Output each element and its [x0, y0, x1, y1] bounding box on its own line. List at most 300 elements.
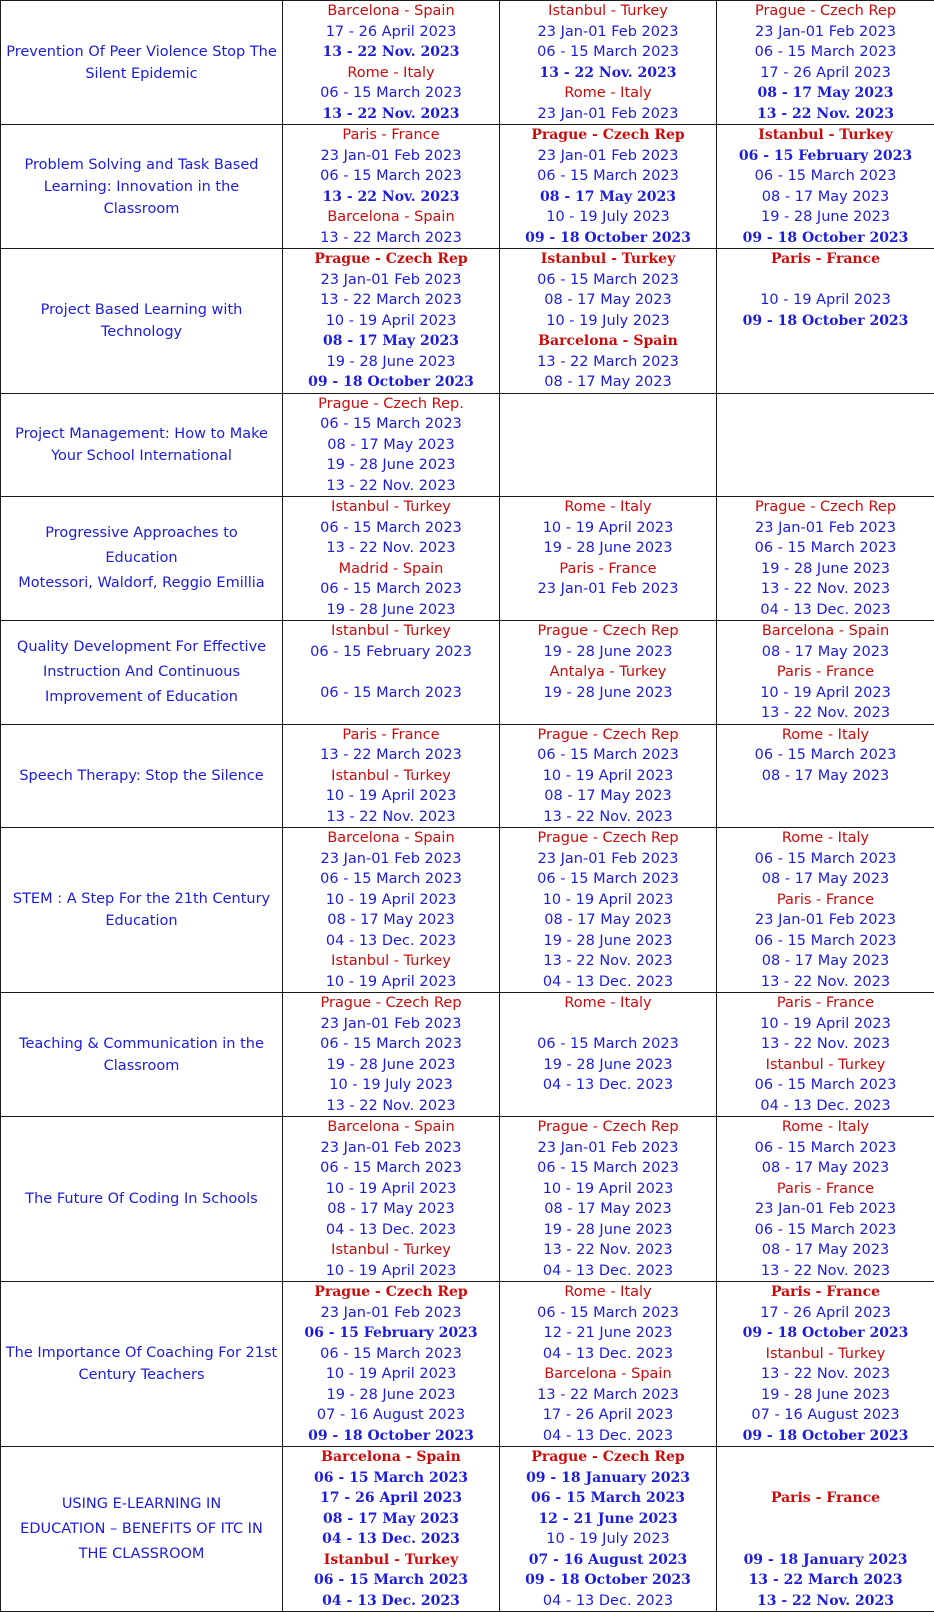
session-dates: 10 - 19 April 2023: [283, 311, 499, 332]
empty-line: [500, 1014, 716, 1035]
venue-city: Prague - Czech Rep: [500, 725, 716, 746]
venue-cell: [500, 828, 717, 993]
venue-city: Rome - Italy: [500, 993, 716, 1014]
venue-city: Rome - Italy: [500, 497, 716, 518]
venue-city: Paris - France: [717, 993, 934, 1014]
venue-cell: [717, 993, 934, 1117]
session-dates: 13 - 22 March 2023: [717, 1570, 934, 1591]
course-title-cell: [1, 497, 283, 621]
venue-city: Prague - Czech Rep: [717, 497, 934, 518]
session-dates: 06 - 15 February 2023: [283, 1323, 499, 1344]
session-dates: 08 - 17 May 2023: [717, 1240, 934, 1261]
venue-city: Paris - France: [717, 1488, 934, 1509]
venue-city: Prague - Czech Rep: [500, 621, 716, 642]
venue-city: Paris - France: [717, 1179, 934, 1200]
course-row: [1, 621, 934, 725]
session-dates: 13 - 22 Nov. 2023: [717, 1261, 934, 1282]
venue-city: Barcelona - Spain: [283, 1117, 499, 1138]
session-dates: 13 - 22 Nov. 2023: [283, 104, 499, 125]
session-dates: 08 - 17 May 2023: [283, 1509, 499, 1530]
venue-city: Istanbul - Turkey: [717, 125, 934, 146]
session-dates: 13 - 22 March 2023: [283, 290, 499, 311]
session-dates: 06 - 15 March 2023: [717, 1075, 934, 1096]
venue-city: Paris - France: [717, 1282, 934, 1303]
session-dates: 12 - 21 June 2023: [500, 1509, 716, 1530]
session-dates: 23 Jan-01 Feb 2023: [717, 518, 934, 539]
session-dates: 06 - 15 March 2023: [500, 1034, 716, 1055]
session-dates: 09 - 18 October 2023: [500, 1570, 716, 1591]
session-dates: 10 - 19 April 2023: [717, 290, 934, 311]
session-dates: 10 - 19 July 2023: [283, 1075, 499, 1096]
venue-cell: [283, 393, 500, 497]
session-dates: 13 - 22 March 2023: [500, 352, 716, 373]
venue-cell: [717, 125, 934, 249]
venue-cell: [283, 621, 500, 725]
empty-line: [717, 394, 934, 415]
session-dates: 19 - 28 June 2023: [283, 600, 499, 621]
session-dates: 10 - 19 April 2023: [717, 683, 934, 704]
course-row: [1, 393, 934, 497]
venue-city: Rome - Italy: [717, 828, 934, 849]
session-dates: 04 - 13 Dec. 2023: [500, 1075, 716, 1096]
session-dates: 10 - 19 April 2023: [500, 766, 716, 787]
session-dates: 13 - 22 March 2023: [500, 1385, 716, 1406]
session-dates: 04 - 13 Dec. 2023: [500, 972, 716, 993]
venue-cell: [500, 1447, 717, 1612]
venue-cell: [500, 621, 717, 725]
venue-cell: [717, 724, 934, 828]
session-dates: 06 - 15 March 2023: [717, 849, 934, 870]
venue-city: Istanbul - Turkey: [283, 621, 499, 642]
session-dates: 13 - 22 Nov. 2023: [283, 187, 499, 208]
empty-line: [500, 414, 716, 435]
venue-cell: [283, 497, 500, 621]
session-dates: 13 - 22 Nov. 2023: [283, 42, 499, 63]
venue-cell: [283, 1117, 500, 1282]
course-title-line: Motessori, Waldorf, Reggio Emillia: [5, 571, 278, 596]
empty-line: [283, 662, 499, 683]
course-row: [1, 1117, 934, 1282]
session-dates: 06 - 15 March 2023: [717, 1138, 934, 1159]
session-dates: 08 - 17 May 2023: [717, 187, 934, 208]
course-row: [1, 993, 934, 1117]
empty-line: [717, 807, 934, 828]
session-dates: 10 - 19 April 2023: [283, 890, 499, 911]
session-dates: 17 - 26 April 2023: [283, 1488, 499, 1509]
course-row: [1, 497, 934, 621]
empty-line: [717, 786, 934, 807]
session-dates: 17 - 26 April 2023: [500, 1405, 716, 1426]
course-title-line: Improvement of Education: [5, 685, 278, 710]
session-dates: 19 - 28 June 2023: [500, 931, 716, 952]
session-dates: 13 - 22 Nov. 2023: [283, 1096, 499, 1117]
venue-city: Barcelona - Spain: [500, 331, 716, 352]
session-dates: 06 - 15 March 2023: [500, 166, 716, 187]
course-title-cell: [1, 828, 283, 993]
session-dates: 23 Jan-01 Feb 2023: [500, 146, 716, 167]
venue-cell: [717, 1447, 934, 1612]
session-dates: 08 - 17 May 2023: [500, 786, 716, 807]
session-dates: 17 - 26 April 2023: [717, 1303, 934, 1324]
session-dates: 10 - 19 April 2023: [283, 786, 499, 807]
session-dates: 09 - 18 October 2023: [500, 228, 716, 249]
session-dates: 08 - 17 May 2023: [717, 869, 934, 890]
empty-line: [717, 352, 934, 373]
session-dates: 06 - 15 March 2023: [283, 579, 499, 600]
venue-city: Barcelona - Spain: [283, 1447, 499, 1468]
venue-cell: [283, 1282, 500, 1447]
session-dates: 19 - 28 June 2023: [283, 1055, 499, 1076]
session-dates: 06 - 15 March 2023: [283, 1158, 499, 1179]
venue-city: Rome - Italy: [717, 725, 934, 746]
empty-line: [500, 455, 716, 476]
venue-city: Istanbul - Turkey: [500, 1, 716, 22]
venue-city: Istanbul - Turkey: [500, 249, 716, 270]
venue-cell: [283, 993, 500, 1117]
session-dates: 19 - 28 June 2023: [500, 683, 716, 704]
session-dates: 23 Jan-01 Feb 2023: [500, 849, 716, 870]
session-dates: 23 Jan-01 Feb 2023: [500, 104, 716, 125]
course-title-line: Education: [5, 546, 278, 571]
session-dates: 13 - 22 Nov. 2023: [500, 807, 716, 828]
session-dates: 10 - 19 July 2023: [500, 1529, 716, 1550]
session-dates: 13 - 22 Nov. 2023: [717, 1034, 934, 1055]
session-dates: 10 - 19 July 2023: [500, 311, 716, 332]
course-title-cell: [1, 993, 283, 1117]
venue-city: Istanbul - Turkey: [283, 497, 499, 518]
venue-cell: [717, 828, 934, 993]
session-dates: 10 - 19 April 2023: [717, 1014, 934, 1035]
course-title-cell: [1, 724, 283, 828]
session-dates: 19 - 28 June 2023: [500, 538, 716, 559]
course-title-line: USING E-LEARNING IN: [5, 1492, 278, 1517]
session-dates: 19 - 28 June 2023: [500, 642, 716, 663]
session-dates: 23 Jan-01 Feb 2023: [283, 1303, 499, 1324]
venue-city: Rome - Italy: [283, 63, 499, 84]
venue-city: Prague - Czech Rep: [283, 249, 499, 270]
session-dates: 23 Jan-01 Feb 2023: [500, 22, 716, 43]
session-dates: 12 - 21 June 2023: [500, 1323, 716, 1344]
course-title-cell: [1, 125, 283, 249]
empty-line: [717, 1509, 934, 1530]
venue-cell: [717, 249, 934, 394]
session-dates: 23 Jan-01 Feb 2023: [283, 270, 499, 291]
session-dates: 19 - 28 June 2023: [283, 352, 499, 373]
session-dates: 23 Jan-01 Feb 2023: [717, 22, 934, 43]
session-dates: 23 Jan-01 Feb 2023: [500, 579, 716, 600]
venue-cell: [717, 1117, 934, 1282]
venue-cell: [283, 1447, 500, 1612]
session-dates: 04 - 13 Dec. 2023: [717, 1096, 934, 1117]
session-dates: 17 - 26 April 2023: [283, 22, 499, 43]
session-dates: 23 Jan-01 Feb 2023: [283, 146, 499, 167]
session-dates: 06 - 15 March 2023: [717, 931, 934, 952]
empty-line: [717, 476, 934, 497]
session-dates: 13 - 22 Nov. 2023: [717, 1591, 934, 1612]
session-dates: 04 - 13 Dec. 2023: [500, 1426, 716, 1447]
session-dates: 10 - 19 July 2023: [500, 207, 716, 228]
session-dates: 06 - 15 March 2023: [500, 869, 716, 890]
course-title: Speech Therapy: Stop the Silence: [5, 765, 278, 787]
venue-cell: [500, 1, 717, 125]
session-dates: 08 - 17 May 2023: [283, 331, 499, 352]
venue-cell: [717, 393, 934, 497]
session-dates: 19 - 28 June 2023: [283, 455, 499, 476]
venue-cell: [283, 828, 500, 993]
venue-city: Rome - Italy: [500, 83, 716, 104]
course-title-line: Progressive Approaches to: [5, 521, 278, 546]
course-title-cell: [1, 393, 283, 497]
course-title: The Future Of Coding In Schools: [5, 1188, 278, 1210]
session-dates: 04 - 13 Dec. 2023: [500, 1344, 716, 1365]
session-dates: 06 - 15 March 2023: [283, 1468, 499, 1489]
session-dates: 04 - 13 Dec. 2023: [717, 600, 934, 621]
venue-cell: [500, 993, 717, 1117]
empty-line: [717, 1468, 934, 1489]
venue-cell: [717, 621, 934, 725]
course-row: [1, 724, 934, 828]
session-dates: 09 - 18 October 2023: [717, 311, 934, 332]
course-title: Teaching & Communication in the Classroom: [5, 1033, 278, 1077]
empty-line: [283, 703, 499, 724]
course-title-cell: [1, 1447, 283, 1612]
session-dates: 06 - 15 March 2023: [500, 1303, 716, 1324]
session-dates: 19 - 28 June 2023: [500, 1055, 716, 1076]
session-dates: 09 - 18 October 2023: [717, 1323, 934, 1344]
course-row: [1, 1, 934, 125]
venue-city: Paris - France: [717, 662, 934, 683]
venue-city: Istanbul - Turkey: [717, 1344, 934, 1365]
session-dates: 04 - 13 Dec. 2023: [500, 1261, 716, 1282]
session-dates: 13 - 22 Nov. 2023: [717, 1364, 934, 1385]
session-dates: 06 - 15 March 2023: [500, 42, 716, 63]
session-dates: 13 - 22 Nov. 2023: [500, 1240, 716, 1261]
session-dates: 06 - 15 March 2023: [283, 414, 499, 435]
session-dates: 04 - 13 Dec. 2023: [283, 1591, 499, 1612]
session-dates: 13 - 22 Nov. 2023: [283, 538, 499, 559]
course-title-cell: [1, 621, 283, 725]
empty-line: [717, 372, 934, 393]
session-dates: 06 - 15 March 2023: [717, 745, 934, 766]
course-title: Project Based Learning with Technology: [5, 299, 278, 343]
session-dates: 10 - 19 April 2023: [500, 518, 716, 539]
empty-line: [717, 1529, 934, 1550]
session-dates: 06 - 15 March 2023: [500, 1158, 716, 1179]
session-dates: 10 - 19 April 2023: [283, 1364, 499, 1385]
session-dates: 04 - 13 Dec. 2023: [500, 1591, 716, 1612]
session-dates: 06 - 15 March 2023: [283, 1570, 499, 1591]
session-dates: 06 - 15 March 2023: [283, 683, 499, 704]
session-dates: 06 - 15 March 2023: [717, 1220, 934, 1241]
session-dates: 08 - 17 May 2023: [500, 1199, 716, 1220]
session-dates: 09 - 18 October 2023: [717, 228, 934, 249]
venue-city: Antalya - Turkey: [500, 662, 716, 683]
session-dates: 23 Jan-01 Feb 2023: [283, 849, 499, 870]
course-row: [1, 249, 934, 394]
course-title-cell: [1, 249, 283, 394]
session-dates: 13 - 22 March 2023: [283, 745, 499, 766]
venue-city: Prague - Czech Rep: [500, 1447, 716, 1468]
schedule-body: [1, 1, 934, 1612]
session-dates: 10 - 19 April 2023: [500, 1179, 716, 1200]
venue-city: Paris - France: [500, 559, 716, 580]
course-title: Project Management: How to Make Your School International: [5, 423, 278, 467]
venue-city: Barcelona - Spain: [500, 1364, 716, 1385]
session-dates: 19 - 28 June 2023: [500, 1220, 716, 1241]
venue-city: Prague - Czech Rep: [500, 125, 716, 146]
session-dates: 19 - 28 June 2023: [283, 1385, 499, 1406]
session-dates: 06 - 15 March 2023: [283, 869, 499, 890]
venue-city: Prague - Czech Rep: [283, 993, 499, 1014]
empty-line: [717, 1447, 934, 1468]
venue-cell: [500, 393, 717, 497]
session-dates: 10 - 19 April 2023: [283, 972, 499, 993]
venue-cell: [500, 1117, 717, 1282]
venue-city: Istanbul - Turkey: [283, 1550, 499, 1571]
session-dates: 19 - 28 June 2023: [717, 207, 934, 228]
session-dates: 23 Jan-01 Feb 2023: [283, 1138, 499, 1159]
course-title-line: Quality Development For Effective: [5, 635, 278, 660]
session-dates: 10 - 19 April 2023: [283, 1261, 499, 1282]
session-dates: 06 - 15 March 2023: [500, 745, 716, 766]
empty-line: [717, 435, 934, 456]
session-dates: 08 - 17 May 2023: [283, 435, 499, 456]
empty-line: [717, 331, 934, 352]
session-dates: 04 - 13 Dec. 2023: [283, 931, 499, 952]
session-dates: 07 - 16 August 2023: [717, 1405, 934, 1426]
venue-cell: [283, 249, 500, 394]
empty-line: [717, 270, 934, 291]
session-dates: 08 - 17 May 2023: [500, 187, 716, 208]
venue-city: Prague - Czech Rep: [717, 1, 934, 22]
session-dates: 08 - 17 May 2023: [717, 766, 934, 787]
session-dates: 23 Jan-01 Feb 2023: [283, 1014, 499, 1035]
session-dates: 19 - 28 June 2023: [717, 1385, 934, 1406]
session-dates: 13 - 22 Nov. 2023: [283, 476, 499, 497]
course-title-cell: [1, 1117, 283, 1282]
session-dates: 06 - 15 February 2023: [717, 146, 934, 167]
session-dates: 13 - 22 Nov. 2023: [717, 703, 934, 724]
empty-line: [500, 435, 716, 456]
session-dates: 13 - 22 Nov. 2023: [717, 104, 934, 125]
venue-city: Madrid - Spain: [283, 559, 499, 580]
session-dates: 09 - 18 January 2023: [717, 1550, 934, 1571]
venue-cell: [500, 249, 717, 394]
session-dates: 13 - 22 Nov. 2023: [283, 807, 499, 828]
session-dates: 13 - 22 Nov. 2023: [500, 63, 716, 84]
session-dates: 13 - 22 Nov. 2023: [500, 951, 716, 972]
session-dates: 04 - 13 Dec. 2023: [283, 1529, 499, 1550]
session-dates: 06 - 15 March 2023: [283, 166, 499, 187]
session-dates: 07 - 16 August 2023: [500, 1550, 716, 1571]
session-dates: 06 - 15 February 2023: [283, 642, 499, 663]
session-dates: 08 - 17 May 2023: [500, 290, 716, 311]
course-title-line: THE CLASSROOM: [5, 1542, 278, 1567]
course-title: The Importance Of Coaching For 21st Century Teachers: [5, 1342, 278, 1386]
venue-cell: [283, 1, 500, 125]
venue-city: Paris - France: [717, 890, 934, 911]
venue-cell: [717, 1, 934, 125]
session-dates: 06 - 15 March 2023: [283, 1034, 499, 1055]
session-dates: 06 - 15 March 2023: [283, 1344, 499, 1365]
session-dates: 08 - 17 May 2023: [717, 951, 934, 972]
session-dates: 10 - 19 April 2023: [283, 1179, 499, 1200]
session-dates: 10 - 19 April 2023: [500, 890, 716, 911]
venue-city: Istanbul - Turkey: [283, 766, 499, 787]
venue-city: Barcelona - Spain: [717, 621, 934, 642]
empty-line: [500, 394, 716, 415]
session-dates: 09 - 18 October 2023: [717, 1426, 934, 1447]
session-dates: 13 - 22 March 2023: [283, 228, 499, 249]
empty-line: [500, 476, 716, 497]
venue-city: Istanbul - Turkey: [283, 1240, 499, 1261]
empty-line: [500, 1096, 716, 1117]
venue-cell: [500, 1282, 717, 1447]
course-title: STEM : A Step For the 21th Century Education: [5, 888, 278, 932]
session-dates: 19 - 28 June 2023: [717, 559, 934, 580]
session-dates: 07 - 16 August 2023: [283, 1405, 499, 1426]
session-dates: 23 Jan-01 Feb 2023: [717, 1199, 934, 1220]
session-dates: 08 - 17 May 2023: [500, 372, 716, 393]
course-title-line: EDUCATION – BENEFITS OF ITC IN: [5, 1517, 278, 1542]
session-dates: 08 - 17 May 2023: [283, 910, 499, 931]
empty-line: [500, 703, 716, 724]
course-title-cell: [1, 1282, 283, 1447]
venue-city: Paris - France: [283, 125, 499, 146]
course-row: [1, 1447, 934, 1612]
venue-city: Barcelona - Spain: [283, 1, 499, 22]
session-dates: 06 - 15 March 2023: [717, 42, 934, 63]
venue-city: Prague - Czech Rep: [283, 1282, 499, 1303]
session-dates: 08 - 17 May 2023: [717, 642, 934, 663]
venue-city: Prague - Czech Rep: [500, 1117, 716, 1138]
session-dates: 06 - 15 March 2023: [500, 1488, 716, 1509]
venue-cell: [500, 125, 717, 249]
session-dates: 09 - 18 January 2023: [500, 1468, 716, 1489]
session-dates: 13 - 22 Nov. 2023: [717, 972, 934, 993]
venue-cell: [283, 724, 500, 828]
course-title: Prevention Of Peer Violence Stop The Silent Epidemic: [5, 41, 278, 85]
venue-city: Barcelona - Spain: [283, 828, 499, 849]
course-title-line: Instruction And Continuous: [5, 660, 278, 685]
session-dates: 06 - 15 March 2023: [717, 166, 934, 187]
venue-city: Barcelona - Spain: [283, 207, 499, 228]
course-title-cell: [1, 1, 283, 125]
venue-city: Rome - Italy: [500, 1282, 716, 1303]
session-dates: 08 - 17 May 2023: [717, 1158, 934, 1179]
session-dates: 09 - 18 October 2023: [283, 1426, 499, 1447]
session-dates: 06 - 15 March 2023: [717, 538, 934, 559]
session-dates: 17 - 26 April 2023: [717, 63, 934, 84]
venue-cell: [500, 724, 717, 828]
venue-cell: [500, 497, 717, 621]
venue-city: Prague - Czech Rep: [500, 828, 716, 849]
venue-city: Paris - France: [283, 725, 499, 746]
session-dates: 06 - 15 March 2023: [283, 83, 499, 104]
session-dates: 06 - 15 March 2023: [500, 270, 716, 291]
session-dates: 08 - 17 May 2023: [283, 1199, 499, 1220]
venue-cell: [283, 125, 500, 249]
venue-city: Paris - France: [717, 249, 934, 270]
venue-city: Istanbul - Turkey: [717, 1055, 934, 1076]
session-dates: 06 - 15 March 2023: [283, 518, 499, 539]
session-dates: 08 - 17 May 2023: [500, 910, 716, 931]
venue-city: Istanbul - Turkey: [283, 951, 499, 972]
session-dates: 23 Jan-01 Feb 2023: [500, 1138, 716, 1159]
empty-line: [500, 600, 716, 621]
session-dates: 04 - 13 Dec. 2023: [283, 1220, 499, 1241]
course-title: Problem Solving and Task Based Learning: Innovation in the Classroom: [5, 154, 278, 220]
